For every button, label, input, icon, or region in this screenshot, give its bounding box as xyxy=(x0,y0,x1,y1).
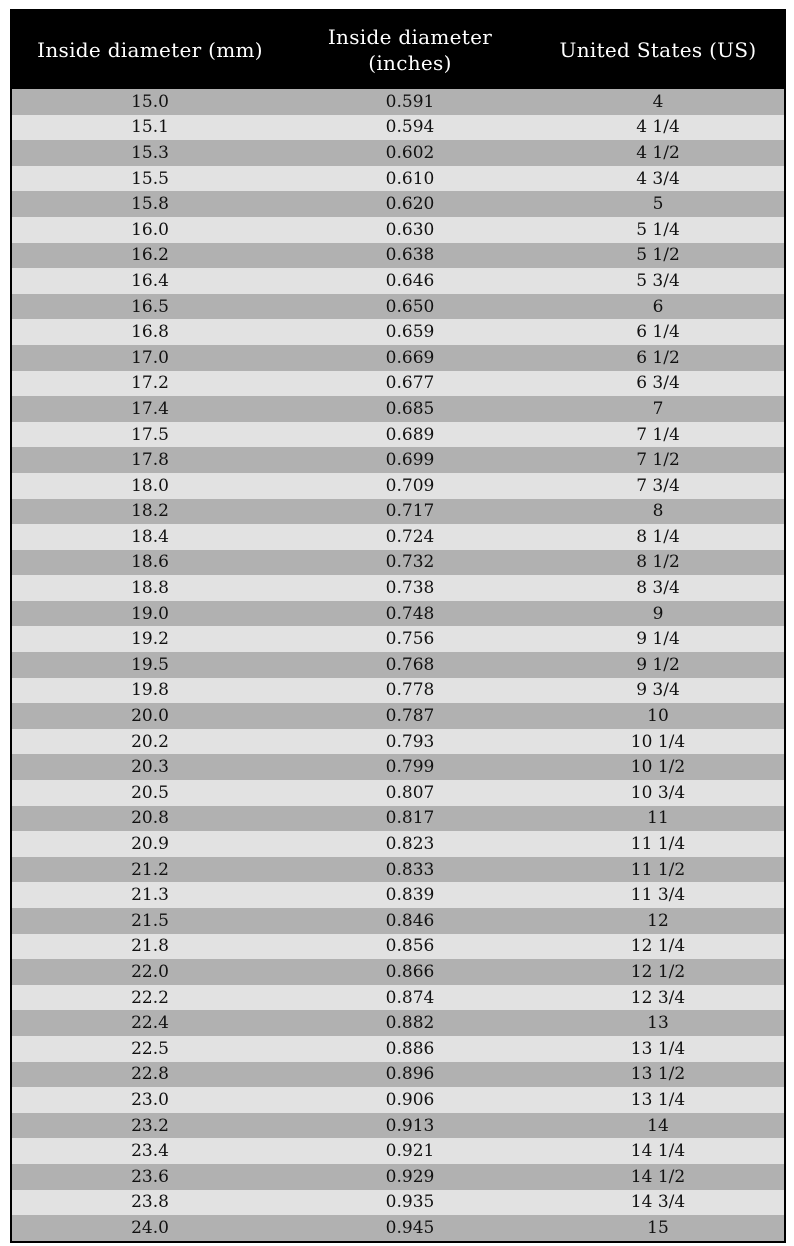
cell-us-size: 11 3/4 xyxy=(630,885,686,906)
cell-inside-diameter-mm: 15.1 xyxy=(131,117,169,138)
cell-inside-diameter-inches: 0.913 xyxy=(385,1115,435,1136)
cell-inside-diameter-inches: 0.709 xyxy=(385,475,435,496)
cell-inside-diameter-inches: 0.650 xyxy=(385,296,435,317)
table-row xyxy=(12,319,784,345)
cell-us-size: 12 3/4 xyxy=(630,987,686,1008)
cell-inside-diameter-mm: 17.2 xyxy=(131,373,169,394)
cell-us-size: 6 1/4 xyxy=(636,322,680,343)
cell-inside-diameter-inches: 0.669 xyxy=(385,347,435,368)
table-row xyxy=(12,140,784,166)
cell-inside-diameter-inches: 0.823 xyxy=(385,834,435,855)
cell-inside-diameter-inches: 0.659 xyxy=(385,322,435,343)
table-row xyxy=(12,754,784,780)
cell-us-size: 12 1/2 xyxy=(630,961,686,982)
cell-inside-diameter-mm: 21.5 xyxy=(131,910,169,931)
header-united-states: United States (US) xyxy=(559,38,757,62)
table-header xyxy=(12,11,784,89)
cell-inside-diameter-inches: 0.906 xyxy=(385,1089,435,1110)
table-row xyxy=(12,115,784,141)
table-row xyxy=(12,959,784,985)
cell-us-size: 7 1/2 xyxy=(636,450,680,471)
table-row xyxy=(12,882,784,908)
cell-us-size: 5 1/2 xyxy=(636,245,680,266)
table-row xyxy=(12,1087,784,1113)
table-row xyxy=(12,1036,784,1062)
table-row xyxy=(12,678,784,704)
header-inside-diameter-inches-label: Inside diameter (inches) xyxy=(327,25,493,75)
cell-inside-diameter-inches: 0.945 xyxy=(385,1217,435,1238)
cell-inside-diameter-inches: 0.689 xyxy=(385,424,435,445)
cell-inside-diameter-mm: 23.8 xyxy=(131,1192,169,1213)
cell-inside-diameter-inches: 0.921 xyxy=(385,1141,435,1162)
cell-inside-diameter-inches: 0.677 xyxy=(385,373,435,394)
cell-inside-diameter-mm: 20.3 xyxy=(131,757,169,778)
cell-inside-diameter-inches: 0.846 xyxy=(385,910,435,931)
cell-us-size: 14 xyxy=(647,1115,669,1136)
table-row xyxy=(12,550,784,576)
cell-inside-diameter-mm: 18.6 xyxy=(131,552,169,573)
cell-inside-diameter-inches: 0.778 xyxy=(385,680,435,701)
table-row xyxy=(12,626,784,652)
cell-inside-diameter-mm: 20.2 xyxy=(131,731,169,752)
cell-inside-diameter-mm: 15.8 xyxy=(131,194,169,215)
cell-us-size: 5 3/4 xyxy=(636,270,680,291)
table-body xyxy=(12,89,784,1241)
cell-inside-diameter-inches: 0.896 xyxy=(385,1064,435,1085)
cell-inside-diameter-inches: 0.787 xyxy=(385,706,435,727)
table-row xyxy=(12,191,784,217)
table-row xyxy=(12,908,784,934)
table-row xyxy=(12,294,784,320)
cell-inside-diameter-inches: 0.724 xyxy=(385,526,435,547)
table-row xyxy=(12,1164,784,1190)
cell-inside-diameter-inches: 0.768 xyxy=(385,654,435,675)
cell-us-size: 9 3/4 xyxy=(636,680,680,701)
cell-inside-diameter-mm: 23.2 xyxy=(131,1115,169,1136)
cell-inside-diameter-mm: 17.0 xyxy=(131,347,169,368)
cell-us-size: 13 1/4 xyxy=(630,1089,686,1110)
cell-inside-diameter-inches: 0.856 xyxy=(385,936,435,957)
cell-inside-diameter-mm: 16.0 xyxy=(131,219,169,240)
cell-inside-diameter-mm: 22.5 xyxy=(131,1038,169,1059)
cell-inside-diameter-mm: 22.0 xyxy=(131,961,169,982)
cell-inside-diameter-mm: 18.4 xyxy=(131,526,169,547)
cell-inside-diameter-inches: 0.874 xyxy=(385,987,435,1008)
cell-inside-diameter-mm: 19.2 xyxy=(131,629,169,650)
table-row xyxy=(12,268,784,294)
cell-inside-diameter-inches: 0.717 xyxy=(385,501,435,522)
cell-inside-diameter-mm: 19.8 xyxy=(131,680,169,701)
cell-us-size: 8 1/4 xyxy=(636,526,680,547)
cell-us-size: 7 1/4 xyxy=(636,424,680,445)
header-inside-diameter-inches xyxy=(288,11,532,89)
table-row xyxy=(12,166,784,192)
cell-inside-diameter-mm: 21.3 xyxy=(131,885,169,906)
table-row xyxy=(12,652,784,678)
cell-us-size: 10 1/4 xyxy=(630,731,686,752)
table-row xyxy=(12,371,784,397)
cell-inside-diameter-mm: 16.8 xyxy=(131,322,169,343)
cell-us-size: 7 xyxy=(652,398,664,419)
cell-us-size: 4 1/4 xyxy=(636,117,680,138)
cell-inside-diameter-inches: 0.594 xyxy=(385,117,435,138)
cell-us-size: 8 3/4 xyxy=(636,578,680,599)
cell-inside-diameter-mm: 19.5 xyxy=(131,654,169,675)
cell-us-size: 14 1/4 xyxy=(630,1141,686,1162)
table-row xyxy=(12,806,784,832)
cell-inside-diameter-mm: 22.4 xyxy=(131,1013,169,1034)
cell-inside-diameter-inches: 0.866 xyxy=(385,961,435,982)
cell-inside-diameter-mm: 17.5 xyxy=(131,424,169,445)
cell-inside-diameter-inches: 0.882 xyxy=(385,1013,435,1034)
cell-inside-diameter-inches: 0.935 xyxy=(385,1192,435,1213)
table-row xyxy=(12,831,784,857)
cell-us-size: 6 1/2 xyxy=(636,347,680,368)
cell-inside-diameter-inches: 0.799 xyxy=(385,757,435,778)
cell-inside-diameter-mm: 23.4 xyxy=(131,1141,169,1162)
table-row xyxy=(12,89,784,115)
cell-inside-diameter-mm: 16.4 xyxy=(131,270,169,291)
table-row xyxy=(12,729,784,755)
cell-inside-diameter-inches: 0.732 xyxy=(385,552,435,573)
table-row xyxy=(12,703,784,729)
ring-size-table xyxy=(10,9,786,1243)
cell-inside-diameter-mm: 18.0 xyxy=(131,475,169,496)
cell-us-size: 11 1/2 xyxy=(630,859,686,880)
cell-inside-diameter-inches: 0.738 xyxy=(385,578,435,599)
cell-inside-diameter-mm: 22.2 xyxy=(131,987,169,1008)
cell-us-size: 11 xyxy=(647,808,669,829)
cell-inside-diameter-mm: 23.0 xyxy=(131,1089,169,1110)
cell-inside-diameter-mm: 20.0 xyxy=(131,706,169,727)
cell-us-size: 6 xyxy=(652,296,664,317)
cell-us-size: 4 1/2 xyxy=(636,142,680,163)
cell-us-size: 13 1/2 xyxy=(630,1064,686,1085)
cell-us-size: 7 3/4 xyxy=(636,475,680,496)
cell-inside-diameter-inches: 0.685 xyxy=(385,398,435,419)
cell-inside-diameter-mm: 18.2 xyxy=(131,501,169,522)
table-row xyxy=(12,601,784,627)
cell-inside-diameter-mm: 21.8 xyxy=(131,936,169,957)
table-row xyxy=(12,780,784,806)
cell-us-size: 10 1/2 xyxy=(630,757,686,778)
cell-inside-diameter-mm: 24.0 xyxy=(131,1217,169,1238)
cell-us-size: 10 3/4 xyxy=(630,782,686,803)
table-row xyxy=(12,447,784,473)
cell-inside-diameter-inches: 0.833 xyxy=(385,859,435,880)
cell-us-size: 5 1/4 xyxy=(636,219,680,240)
table-row xyxy=(12,1215,784,1241)
cell-us-size: 8 xyxy=(652,501,664,522)
cell-inside-diameter-mm: 20.5 xyxy=(131,782,169,803)
cell-us-size: 5 xyxy=(652,194,664,215)
cell-inside-diameter-mm: 23.6 xyxy=(131,1166,169,1187)
table-row xyxy=(12,575,784,601)
table-row xyxy=(12,499,784,525)
table-row xyxy=(12,217,784,243)
cell-us-size: 8 1/2 xyxy=(636,552,680,573)
table-row xyxy=(12,345,784,371)
cell-us-size: 13 xyxy=(647,1013,669,1034)
cell-inside-diameter-inches: 0.602 xyxy=(385,142,435,163)
cell-us-size: 11 1/4 xyxy=(630,834,686,855)
cell-inside-diameter-mm: 20.9 xyxy=(131,834,169,855)
cell-inside-diameter-mm: 20.8 xyxy=(131,808,169,829)
cell-inside-diameter-inches: 0.756 xyxy=(385,629,435,650)
cell-us-size: 9 1/2 xyxy=(636,654,680,675)
cell-us-size: 13 1/4 xyxy=(630,1038,686,1059)
cell-inside-diameter-inches: 0.638 xyxy=(385,245,435,266)
cell-inside-diameter-mm: 17.8 xyxy=(131,450,169,471)
cell-us-size: 9 1/4 xyxy=(636,629,680,650)
table-row xyxy=(12,243,784,269)
cell-inside-diameter-mm: 22.8 xyxy=(131,1064,169,1085)
cell-inside-diameter-inches: 0.630 xyxy=(385,219,435,240)
cell-inside-diameter-mm: 19.0 xyxy=(131,603,169,624)
cell-inside-diameter-inches: 0.839 xyxy=(385,885,435,906)
cell-inside-diameter-mm: 16.5 xyxy=(131,296,169,317)
table-row xyxy=(12,1190,784,1216)
cell-us-size: 12 1/4 xyxy=(630,936,686,957)
table-row xyxy=(12,857,784,883)
table-row xyxy=(12,1138,784,1164)
table-row xyxy=(12,524,784,550)
cell-inside-diameter-mm: 15.5 xyxy=(131,168,169,189)
cell-inside-diameter-inches: 0.699 xyxy=(385,450,435,471)
cell-us-size: 4 xyxy=(652,91,664,112)
cell-inside-diameter-inches: 0.646 xyxy=(385,270,435,291)
cell-inside-diameter-mm: 17.4 xyxy=(131,398,169,419)
cell-inside-diameter-inches: 0.610 xyxy=(385,168,435,189)
table-row xyxy=(12,1113,784,1139)
cell-inside-diameter-inches: 0.748 xyxy=(385,603,435,624)
cell-inside-diameter-inches: 0.929 xyxy=(385,1166,435,1187)
cell-inside-diameter-mm: 18.8 xyxy=(131,578,169,599)
table-row xyxy=(12,985,784,1011)
cell-us-size: 6 3/4 xyxy=(636,373,680,394)
cell-us-size: 10 xyxy=(647,706,669,727)
table-row xyxy=(12,396,784,422)
cell-us-size: 14 1/2 xyxy=(630,1166,686,1187)
cell-inside-diameter-mm: 21.2 xyxy=(131,859,169,880)
table-row xyxy=(12,422,784,448)
table-row xyxy=(12,934,784,960)
cell-us-size: 12 xyxy=(647,910,669,931)
cell-inside-diameter-inches: 0.886 xyxy=(385,1038,435,1059)
cell-inside-diameter-inches: 0.620 xyxy=(385,194,435,215)
table-row xyxy=(12,1062,784,1088)
cell-us-size: 15 xyxy=(647,1217,669,1238)
cell-us-size: 4 3/4 xyxy=(636,168,680,189)
cell-inside-diameter-inches: 0.793 xyxy=(385,731,435,752)
table-row xyxy=(12,1010,784,1036)
table-row xyxy=(12,473,784,499)
cell-inside-diameter-mm: 16.2 xyxy=(131,245,169,266)
cell-us-size: 14 3/4 xyxy=(630,1192,686,1213)
header-inside-diameter-mm: Inside diameter (mm) xyxy=(37,38,263,62)
cell-inside-diameter-inches: 0.807 xyxy=(385,782,435,803)
cell-inside-diameter-mm: 15.0 xyxy=(131,91,169,112)
cell-inside-diameter-mm: 15.3 xyxy=(131,142,169,163)
cell-inside-diameter-inches: 0.591 xyxy=(385,91,435,112)
cell-inside-diameter-inches: 0.817 xyxy=(385,808,435,829)
cell-us-size: 9 xyxy=(652,603,664,624)
